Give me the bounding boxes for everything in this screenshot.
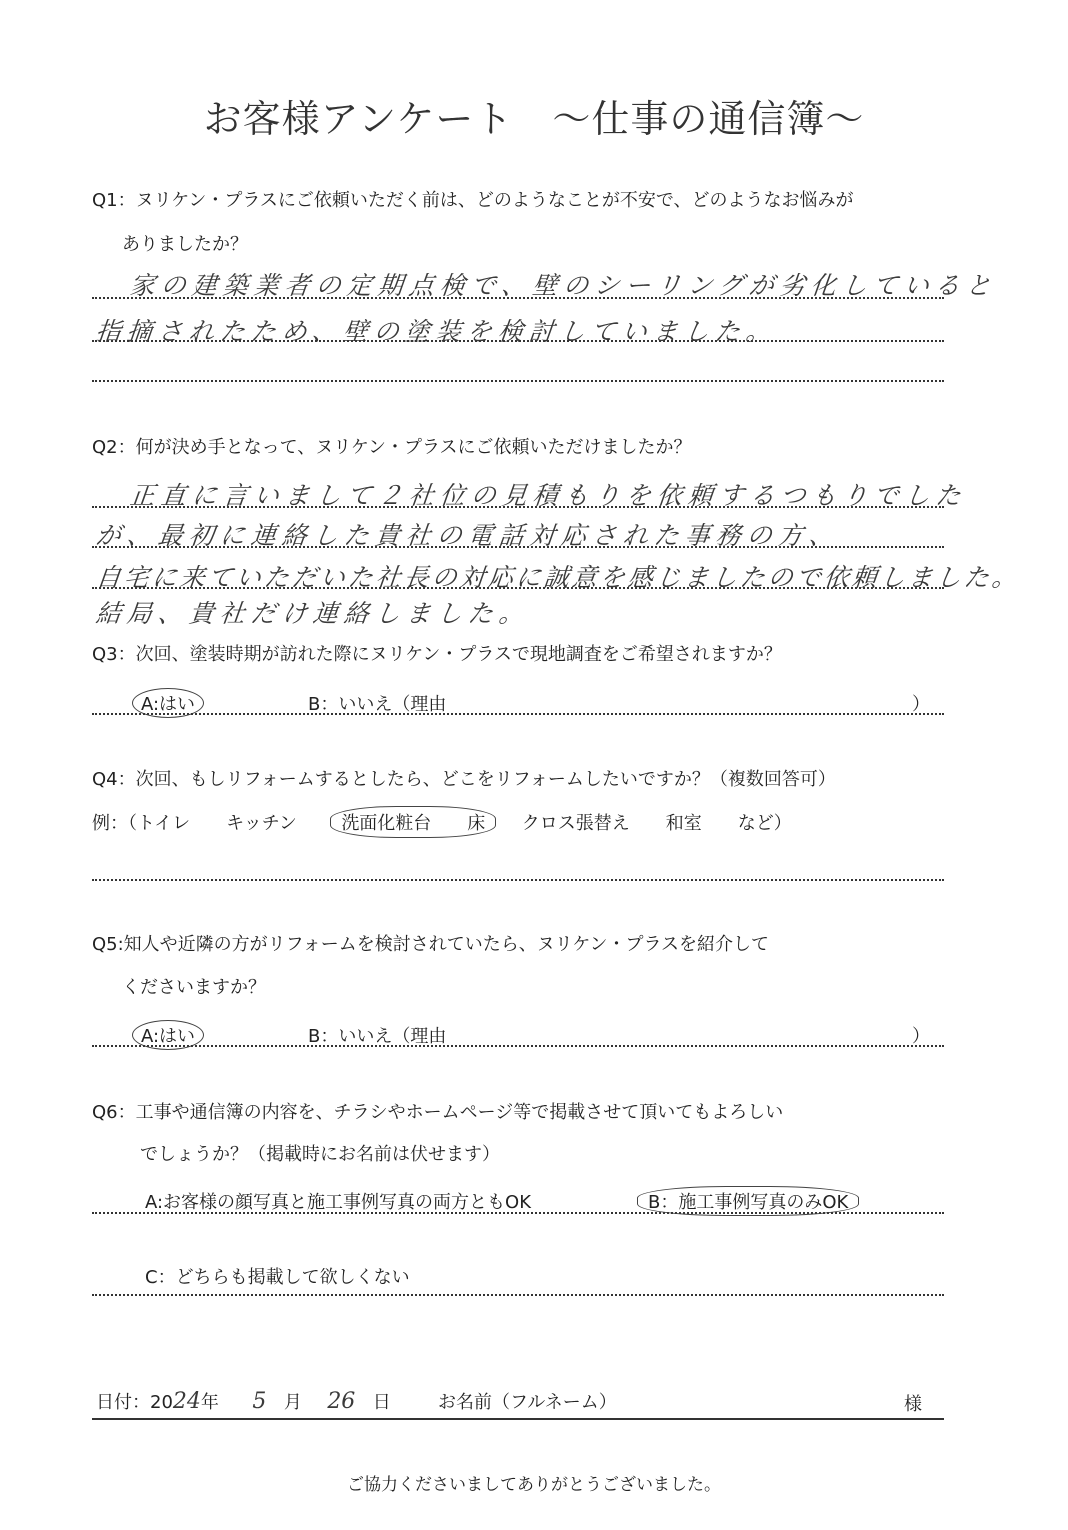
q3-option-b[interactable]: B：いいえ（理由 (308, 694, 447, 715)
day-suffix: 日 (372, 1392, 391, 1413)
q2-question: Q2：何が決め手となって、ヌリケン・プラスにご依頼いただけましたか？ (92, 437, 692, 458)
q3-question: Q3：次回、塗装時期が訪れた際にヌリケン・プラスで現地調査をご希望されますか？ (92, 644, 782, 665)
page-title: お客様アンケート ～仕事の通信簿～ (203, 97, 865, 141)
q6-option-a[interactable]: A:お客様の顔写真と施工事例写真の両方ともOK (145, 1192, 532, 1213)
q5-question-line2: くださいますか？ (122, 977, 266, 998)
answer-line-rule (92, 546, 944, 548)
q2-answer-line3[interactable]: 自宅に来ていただいた社長の対応に誠意を感じましたので依頼しました。 (94, 563, 1022, 592)
honorific: 様 (904, 1394, 922, 1415)
year-handwritten: 24 (172, 1389, 201, 1414)
q1-question-line2: ありましたか？ (122, 234, 248, 255)
year-suffix: 年 (200, 1392, 219, 1413)
q5-option-b[interactable]: B：いいえ（理由 (308, 1026, 447, 1047)
signature-line (92, 1418, 944, 1420)
q4-selected-items[interactable]: 洗面化粧台 床 (330, 806, 496, 838)
q6-question-line2: でしょうか？（掲載時にお名前は伏せます） (140, 1144, 500, 1165)
answer-line-rule (92, 380, 944, 382)
day-handwritten: 26 (327, 1389, 356, 1414)
selection-circle: B：施工事例写真のみOK (637, 1186, 859, 1216)
answer-line-rule (92, 879, 944, 881)
q4-examples (92, 806, 792, 838)
answer-line-rule (92, 297, 944, 299)
q4-question: Q4：次回、もしリフォームするとしたら、どこをリフォームしたいですか？（複数回答可） (92, 769, 836, 790)
answer-line-rule (92, 1212, 944, 1214)
answer-line-rule (92, 587, 944, 589)
date-field[interactable] (96, 1388, 391, 1414)
q1-answer-line1[interactable]: 家の建築業者の定期点検で、壁のシーリングが劣化していると (128, 271, 999, 300)
q5-close-paren: ） (912, 1026, 930, 1047)
q6-option-c[interactable]: C：どちらも掲載して欲しくない (145, 1267, 410, 1288)
q3-close-paren: ） (912, 694, 930, 715)
q2-answer-line2[interactable]: が、最初に連絡した貴社の電話対応された事務の方、 (94, 521, 842, 550)
month-handwritten: 5 (252, 1389, 267, 1414)
q2-answer-line1[interactable]: 正直に言いまして２社位の見積もりを依頼するつもりでした (128, 481, 969, 510)
answer-line-rule (92, 713, 944, 715)
answer-line-rule (92, 1294, 944, 1296)
q2-answer-line4[interactable]: 結局、貴社だけ連絡しました。 (94, 599, 532, 628)
name-label: お名前（フルネーム） (438, 1392, 617, 1413)
month-suffix: 月 (283, 1392, 302, 1413)
date-label: 日付：20 (96, 1392, 173, 1413)
answer-line-rule (92, 340, 944, 342)
q4-example-suffix: クロス張替え 和室 など） (521, 813, 792, 834)
thanks-message: ご協力くださいましてありがとうございました。 (347, 1475, 721, 1495)
selection-circle: A:はい (132, 688, 204, 718)
q6-question-line1: Q6：工事や通信簿の内容を、チラシやホームページ等で掲載させて頂いてもよろしい (92, 1102, 784, 1123)
q1-question-line1: Q1：ヌリケン・プラスにご依頼いただく前は、どのようなことが不安で、どのようなお悩みが (92, 190, 854, 211)
q4-example-prefix: 例：（トイレ キッチン (92, 813, 297, 834)
answer-line-rule (92, 1045, 944, 1047)
q1-answer-line2[interactable]: 指摘されたため、壁の塗装を検討していました。 (94, 317, 779, 346)
selection-circle: A:はい (132, 1020, 204, 1050)
q5-question-line1: Q5:知人や近隣の方がリフォームを検討されていたら、ヌリケン・プラスを紹介して (92, 934, 769, 955)
answer-line-rule (92, 506, 944, 508)
